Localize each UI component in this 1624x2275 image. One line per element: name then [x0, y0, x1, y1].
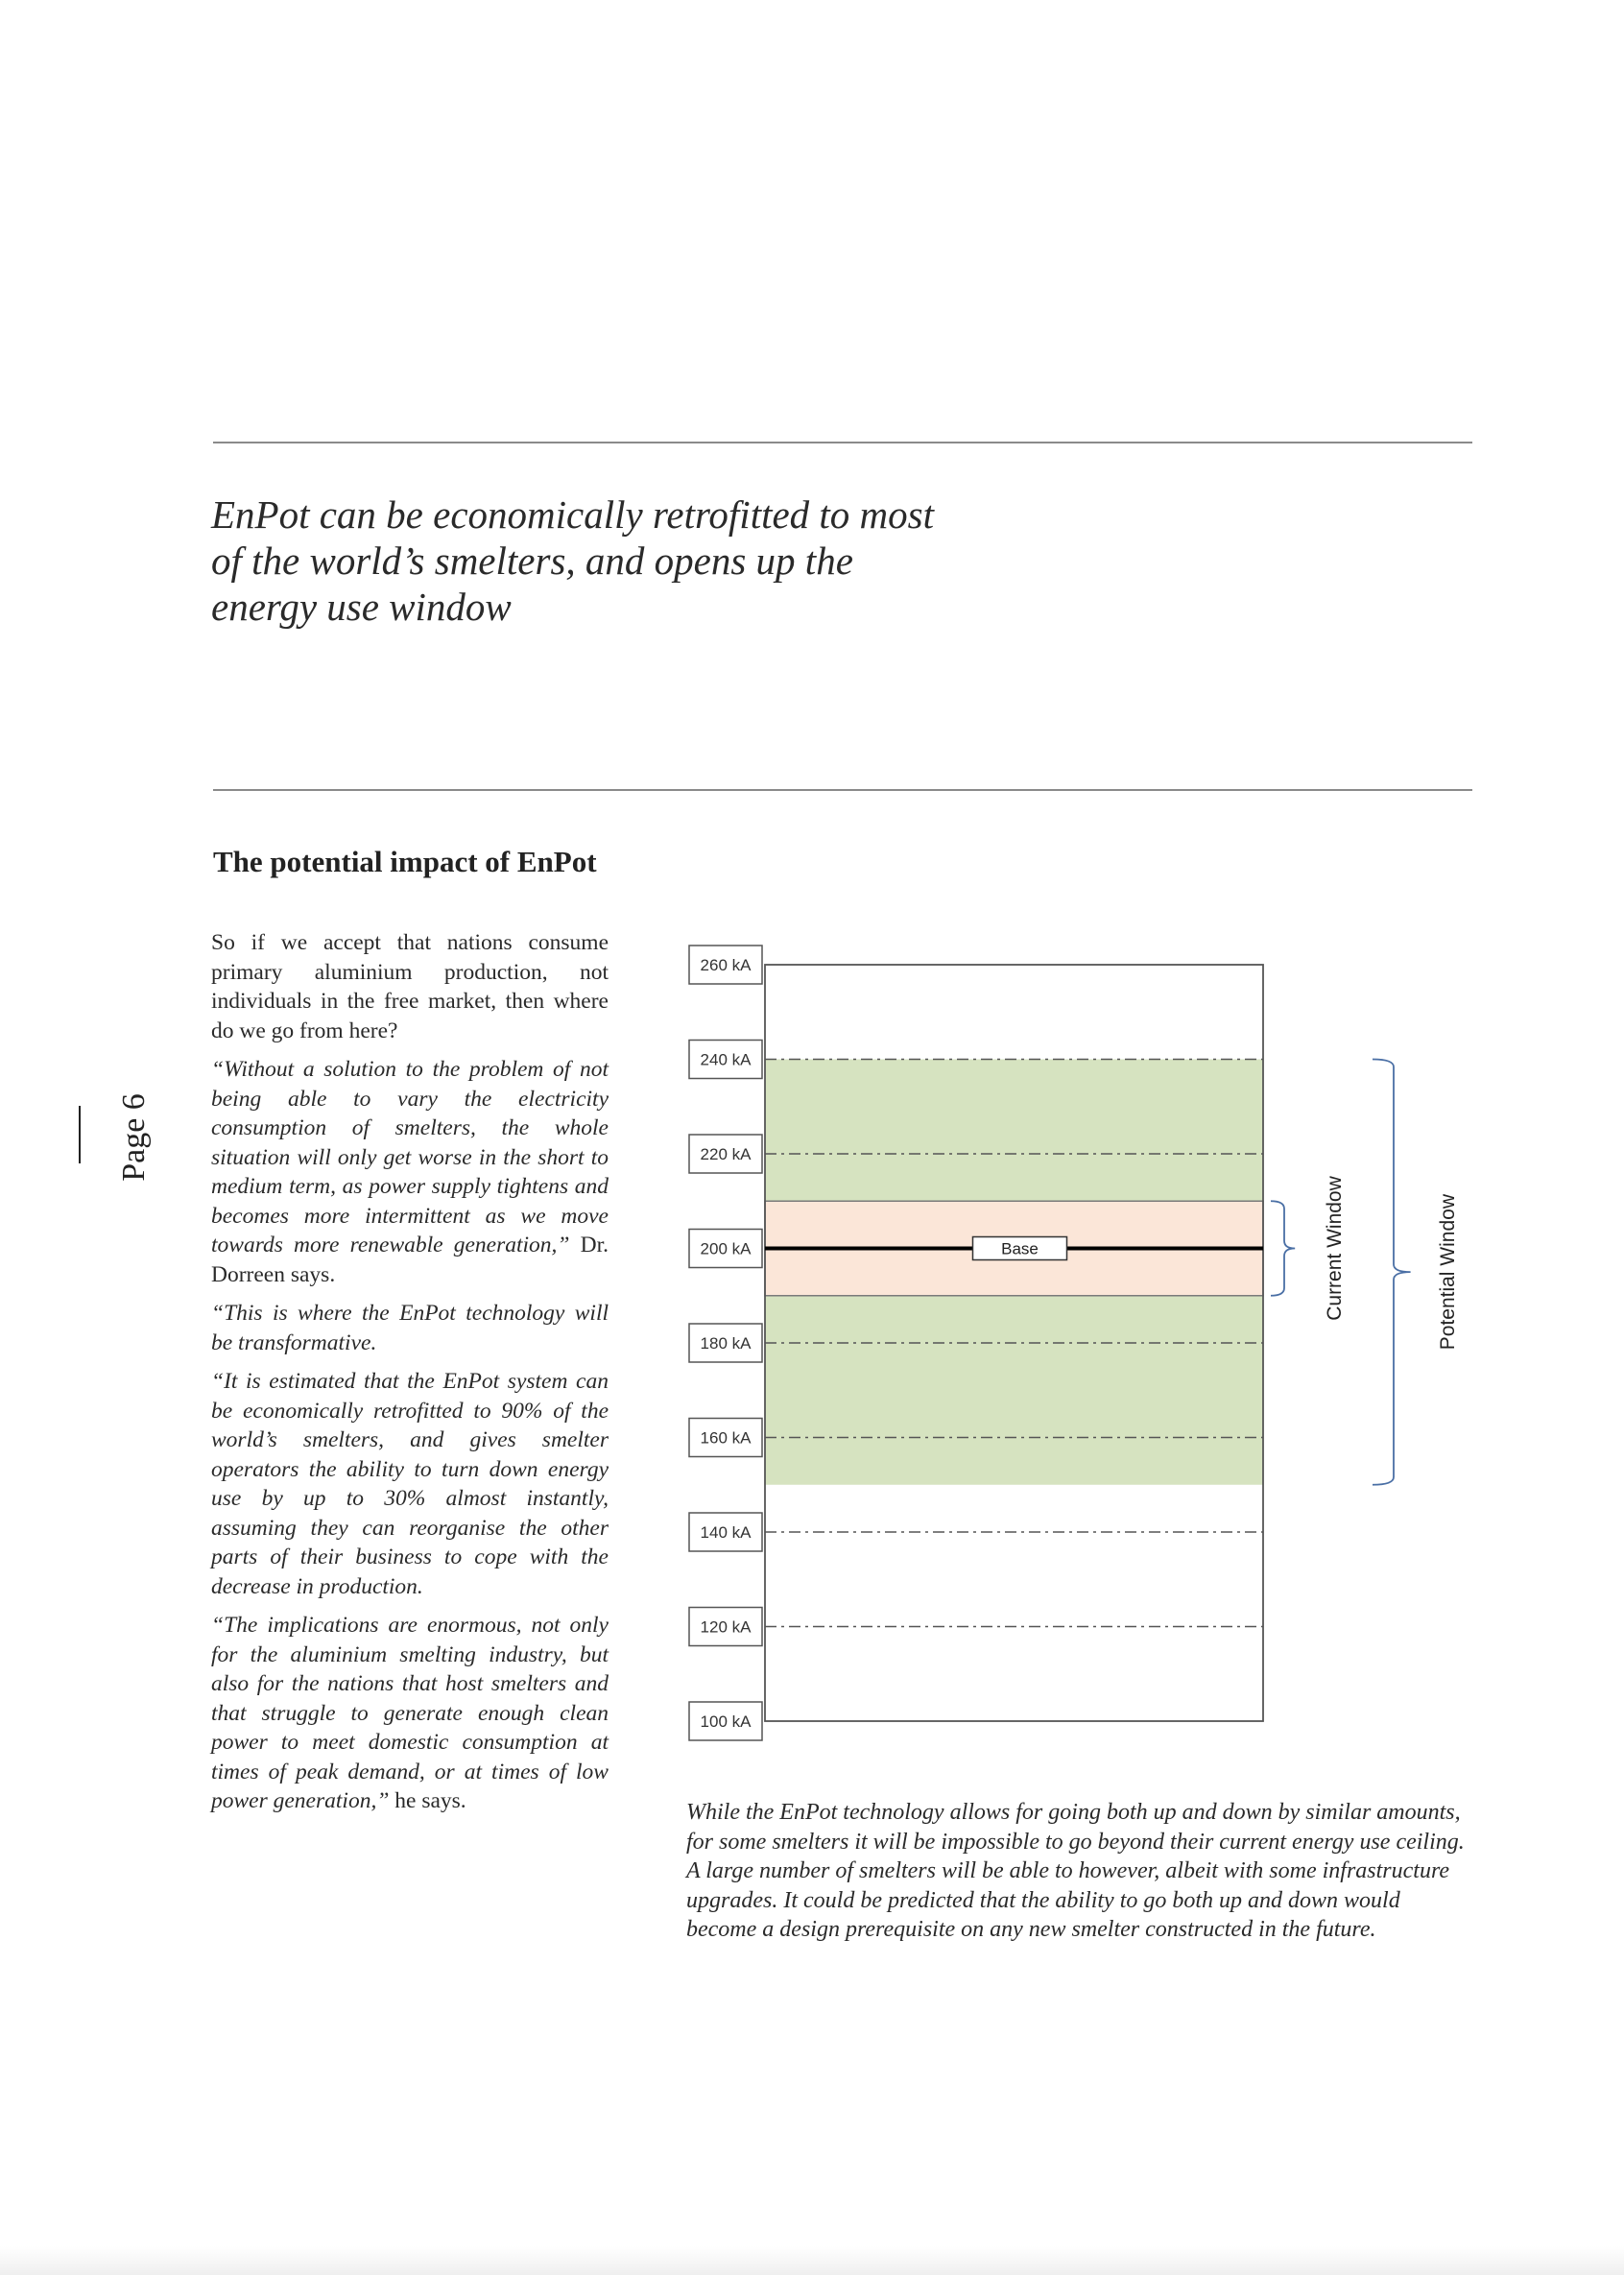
quote-text: “This is where the EnPot technology will be transformative. [211, 1301, 609, 1355]
figure-caption: While the EnPot technology allows for going both up and down by similar amounts, for some smelters it will be impossible to go beyond their current energy use ceiling. A large number of smelters will be able to however, albeit with some infrastructure upgrades. It could be predicted that the ability to go both up and down would become a design prerequisite on any new smelter constructed in the future. [686, 1800, 1465, 1942]
quote-text: “The implications are enormous, not only for the aluminium smelting industry, but also for the nations that host smelters and that struggle to generate enough clean power to meet domestic consumption at times of peak demand, or at times of low power generation,” [211, 1613, 609, 1813]
body-paragraph [211, 1299, 609, 1357]
section-divider [213, 789, 1472, 791]
page-marker-bar [79, 1106, 81, 1163]
tick-label: 260 kA [700, 956, 752, 974]
tick-label: 100 kA [700, 1712, 752, 1731]
body-paragraph [211, 1611, 609, 1816]
tick-label: 120 kA [700, 1617, 752, 1637]
attribution: Dr. Dorreen says. [211, 1233, 609, 1287]
body-paragraph [211, 1055, 609, 1289]
potential-window-label: Potential Window [1437, 1194, 1459, 1351]
quote-text: “It is estimated that the EnPot system can be economically retrofitted to 90% of the world’s smelters, and gives smelter operators the ability to turn down energy use by up to 30% almost instantly, assuming they can reorganise the other parts of their business to cope with the decrease in production. [211, 1369, 609, 1599]
section-title: The potential impact of EnPot [213, 845, 597, 878]
potential-window-brace [1373, 1060, 1411, 1485]
energy-window-chart [672, 931, 1488, 1747]
headline: EnPot can be economically retrofitted to most of the world’s smelters, and opens up the energy use window [211, 492, 935, 629]
tick-label: 160 kA [700, 1428, 752, 1448]
page-number: Page 6 [116, 1093, 152, 1182]
page-bottom-shadow [0, 2246, 1624, 2275]
base-label: Base [1001, 1239, 1039, 1258]
tick-label: 200 kA [700, 1239, 752, 1258]
body-paragraph [211, 1367, 609, 1601]
tick-label: 140 kA [700, 1523, 752, 1542]
tick-label: 240 kA [700, 1050, 752, 1069]
body-column [211, 928, 609, 1826]
current-window-brace [1271, 1201, 1295, 1296]
tick-label: 220 kA [700, 1145, 752, 1163]
top-divider [213, 442, 1472, 443]
current-window-label: Current Window [1324, 1176, 1346, 1321]
attribution: he says. [394, 1788, 466, 1813]
quote-text: “Without a solution to the problem of not being able to vary the electricity consumption of smelters, the whole situation will only get worse in the short to medium term, as power supply tightens and becomes more intermittent as we move towards more renewable generation,” [211, 1057, 609, 1257]
body-paragraph: So if we accept that nations consume primary aluminium production, not individuals in the free market, then where do we go from here? [211, 930, 609, 1043]
tick-label: 180 kA [700, 1334, 752, 1353]
